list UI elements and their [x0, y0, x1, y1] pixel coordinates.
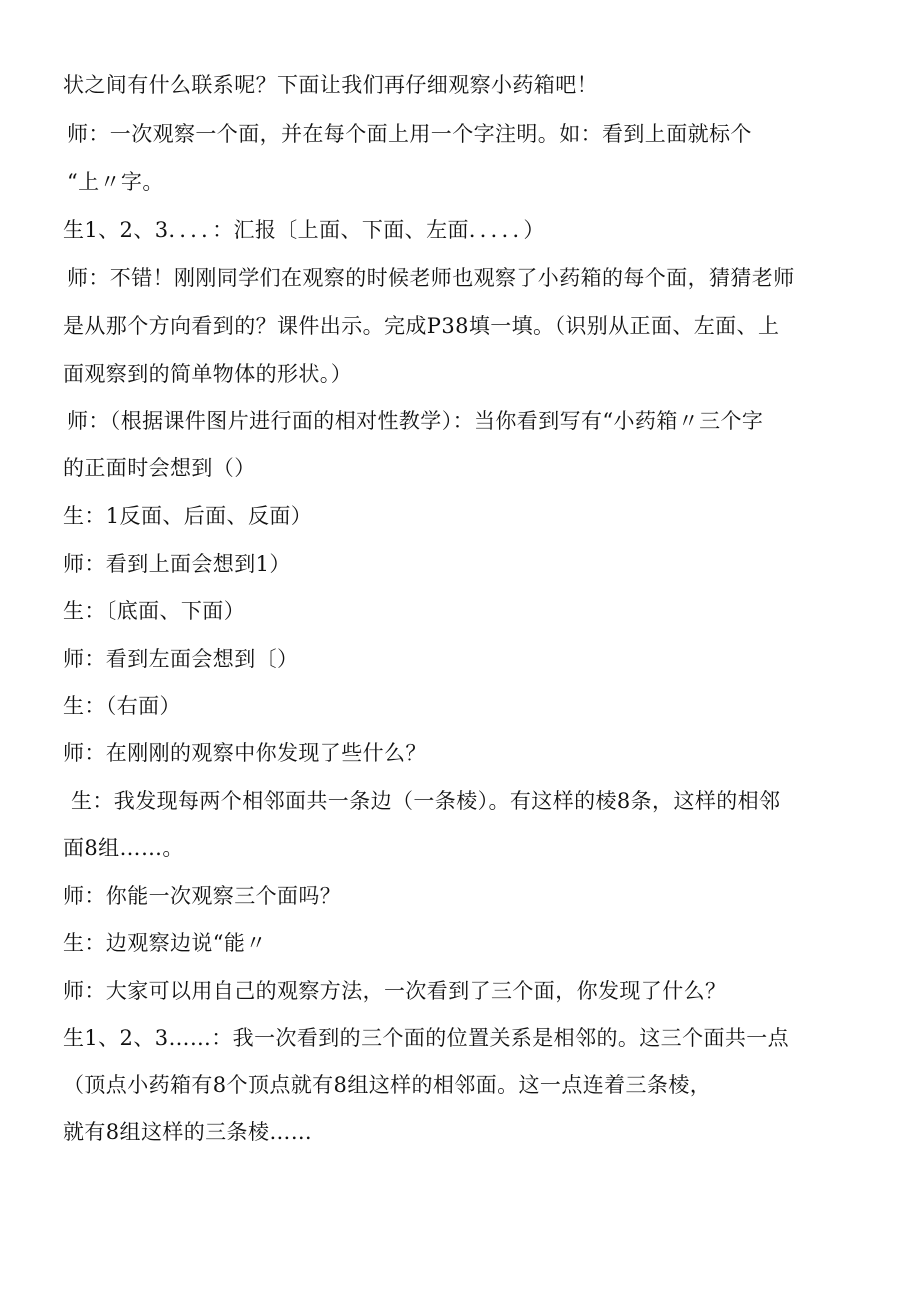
text-line-22: （顶点小药箱有8个顶点就有8组这样的相邻面。这一点连着三条棱，	[63, 1073, 712, 1097]
text-line-19: 生：边观察边说“能〃	[63, 931, 267, 955]
text-line-9: 的正面时会想到（）	[63, 456, 256, 480]
text-line-7: 面观察到的简单物体的形状。）	[63, 362, 353, 386]
text-line-1: 状之间有什么联系呢？下面让我们再仔细观察小药箱吧！	[63, 73, 598, 97]
text-line-2: 师：一次观察一个面，并在每个面上用一个字注明。如：看到上面就标个	[67, 122, 752, 146]
text-line-6: 是从那个方向看到的？课件出示。完成P38填一填。（识别从正面、左面、上	[63, 314, 780, 338]
text-line-15: 师：在刚刚的观察中你发现了些什么？	[63, 741, 427, 765]
text-line-3: “上〃字。	[67, 170, 164, 194]
text-line-17: 面8组……。	[63, 836, 184, 860]
text-line-11: 师：看到上面会想到1）	[63, 552, 291, 576]
text-line-13: 师：看到左面会想到〔）	[63, 647, 299, 671]
text-line-16: 生：我发现每两个相邻面共一条边（一条棱）。有这样的棱8条，这样的相邻	[71, 789, 781, 813]
text-line-12: 生：〔底面、下面）	[63, 599, 246, 623]
text-line-10: 生：1反面、后面、反面）	[63, 504, 313, 528]
text-line-4: 生1、2、3．．．．：汇报〔上面、下面、左面．．．．．）	[63, 218, 545, 242]
text-line-8: 师：（根据课件图片进行面的相对性教学）：当你看到写有“小药箱〃三个字	[67, 409, 764, 433]
text-line-21: 生1、2、3……：我一次看到的三个面的位置关系是相邻的。这三个面共一点	[63, 1026, 790, 1050]
text-line-23: 就有8组这样的三条棱……	[63, 1120, 313, 1144]
text-line-14: 生：（右面）	[63, 694, 181, 718]
text-line-5: 师：不错！刚刚同学们在观察的时候老师也观察了小药箱的每个面，猜猜老师	[67, 266, 795, 290]
text-line-20: 师：大家可以用自己的观察方法，一次看到了三个面，你发现了什么？	[63, 979, 727, 1003]
text-line-18: 师：你能一次观察三个面吗？	[63, 884, 342, 908]
